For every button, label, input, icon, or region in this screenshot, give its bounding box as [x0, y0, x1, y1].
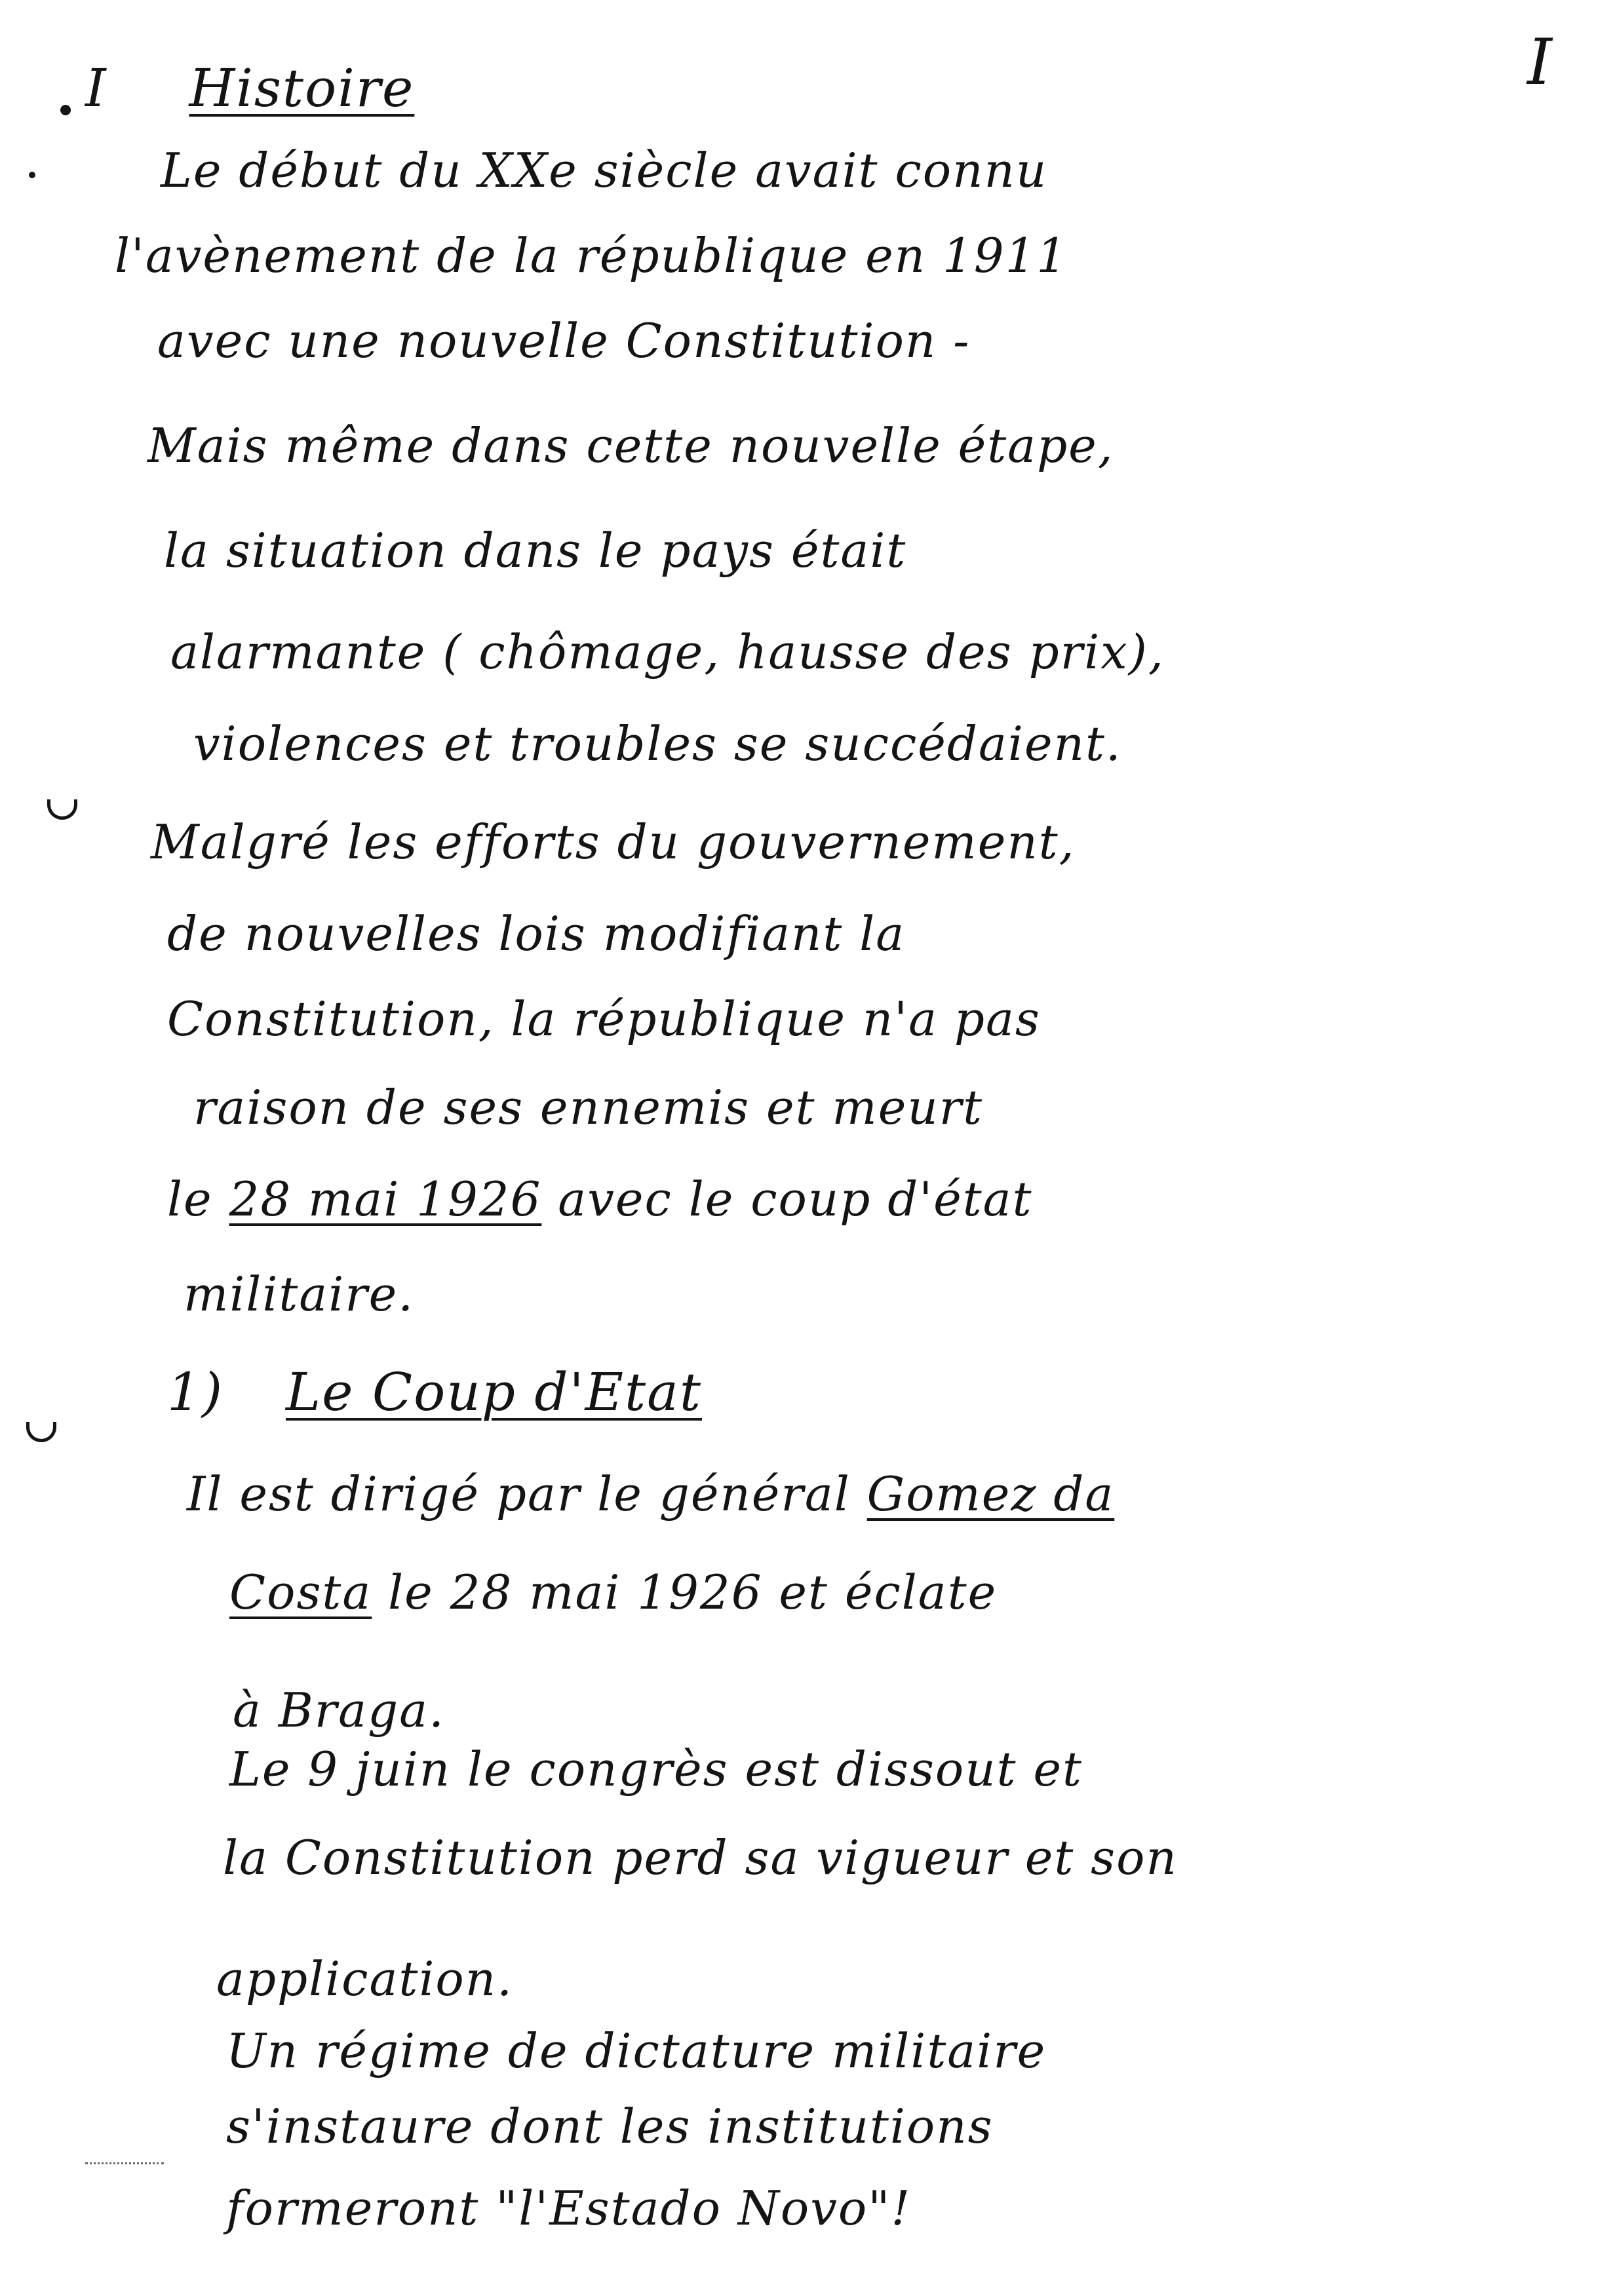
- paragraph-line: Constitution, la république n'a pas: [167, 991, 1041, 1046]
- paragraph-bullet: [29, 172, 35, 178]
- paragraph-line: avec une nouvelle Constitution -: [157, 313, 971, 368]
- margin-check-mark: [26, 1422, 56, 1442]
- subsection-title: Le Coup d'Etat: [285, 1362, 703, 1423]
- paragraph-line: s'instaure dont les institutions: [226, 2099, 994, 2154]
- ink-smudge: [85, 2162, 164, 2168]
- margin-check-mark: [47, 799, 77, 820]
- paragraph-line: l'avènement de la république en 1911: [115, 228, 1068, 283]
- name-underlined: Costa: [229, 1565, 372, 1620]
- page-number: I: [1527, 26, 1552, 99]
- paragraph-line: Un régime de dictature militaire: [226, 2023, 1047, 2078]
- paragraph-line: Costa le 28 mai 1926 et éclate: [229, 1565, 998, 1620]
- paragraph-line: violences et troubles se succédaient.: [193, 716, 1122, 771]
- paragraph-line: Le début du XXe siècle avait connu: [161, 143, 1048, 198]
- paragraph-line: formeront "l'Estado Novo"!: [226, 2181, 912, 2236]
- paragraph-line: alarmante ( chômage, hausse des prix),: [170, 624, 1165, 679]
- paragraph-line: le 28 mai 1926 avec le coup d'état: [167, 1172, 1033, 1227]
- paragraph-line: militaire.: [184, 1267, 415, 1322]
- section-title: Histoire: [189, 58, 415, 119]
- name-underlined: Gomez da: [866, 1466, 1115, 1521]
- section-heading: [85, 56, 414, 121]
- paragraph-line: application.: [216, 1951, 513, 2006]
- paragraph-line: raison de ses ennemis et meurt: [193, 1080, 984, 1135]
- subsection-heading: [167, 1360, 702, 1425]
- paragraph-line: la Constitution perd sa vigueur et son: [223, 1830, 1178, 1885]
- section-marker: I: [85, 58, 107, 119]
- paragraph-line: Le 9 juin le congrès est dissout et: [229, 1742, 1083, 1797]
- paragraph-line: à Braga.: [233, 1683, 445, 1738]
- paragraph-line: la situation dans le pays était: [164, 523, 907, 578]
- paragraph-line: Il est dirigé par le général Gomez da: [187, 1466, 1115, 1521]
- paragraph-line: Malgré les efforts du gouvernement,: [151, 814, 1076, 870]
- paragraph-line: Mais même dans cette nouvelle étape,: [147, 418, 1114, 473]
- subsection-number: 1): [167, 1362, 224, 1423]
- paragraph-line: de nouvelles lois modifiant la: [167, 906, 906, 961]
- date-underlined: 28 mai 1926: [229, 1172, 542, 1227]
- heading-bullet: [60, 105, 71, 115]
